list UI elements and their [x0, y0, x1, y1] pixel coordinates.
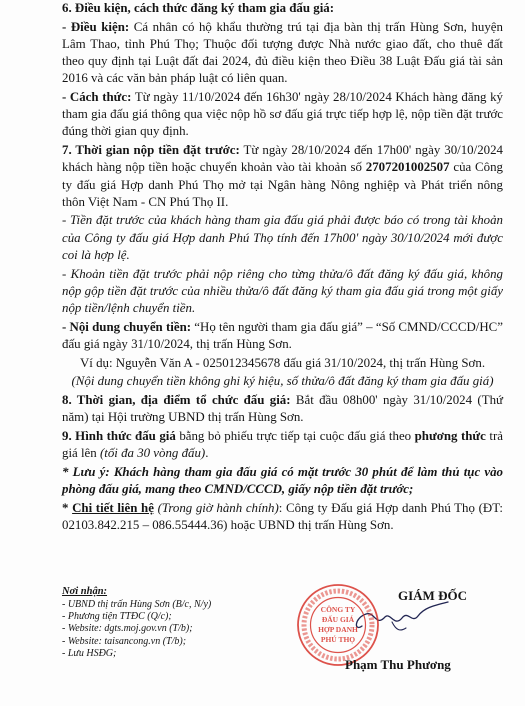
section-9-text-2: trả giá lên	[62, 428, 503, 461]
contact-text: : Công ty Đấu giá Hợp danh Phú Thọ (ĐT: 02103.842.215 – 086.55444.36) hoặc UBND thị trấn Hùng Sơn.	[62, 500, 504, 532]
section-9-text-1: bằng bỏ phiếu trực tiếp tại cuộc đấu giá theo	[175, 428, 415, 443]
recipient-item: - Website: taisancong.vn (T/b);	[62, 635, 187, 647]
section-6-condition	[62, 19, 503, 88]
stamp-line: ĐẤU GIÁ	[321, 615, 355, 624]
section-9-end: .	[205, 446, 209, 461]
deposit-time-text: Từ ngày 28/10/2024 đến 17h00' ngày 30/10/2024 khách hàng nộp tiền hoặc chuyển khoản vào tài khoản số	[62, 143, 503, 175]
section-8-text: Bắt đầu 08h00' ngày 31/10/2024 (Thứ năm) tại Hội trường UBND thị trấn Hùng Sơn.	[62, 392, 504, 425]
recipient-item: - UBND thị trấn Hùng Sơn (B/c, N/y)	[62, 599, 212, 610]
section-8-time-place	[62, 392, 503, 426]
notice-body	[62, 0, 503, 536]
condition-text: Cá nhân có hộ khẩu thường trú tại địa bàn thị trấn Hùng Sơn, huyện Lâm Thao, tỉnh Phú Thọ; Thuộc đối tượng được Nhà nước giao đất, cho thuê đất theo quy định tại Luật đất đai 2024, đủ điều kiện theo Điều 38 Luật Đấu giá tài sản 2016 và các văn bản pháp luật có liên quan.	[62, 19, 503, 86]
signatory-title: GIÁM ĐỐC	[398, 588, 467, 603]
transfer-example: Ví dụ: Nguyễn Văn A - 025012345678 đấu giá 31/10/2024, thị trấn Hùng Sơn.	[79, 355, 486, 370]
recipient-item: - Lưu HSĐG;	[62, 647, 117, 659]
bank-text: của Công ty đấu giá Hợp danh Phú Thọ mở tại Ngân hàng Nông nghiệp và Phát triển nông thôn Việt Nam - CN Phú Thọ II.	[62, 160, 503, 209]
method-label: - Cách thức:	[62, 90, 132, 105]
condition-label: - Điều kiện:	[62, 19, 130, 34]
section-9-rounds: (tối đa 30 vòng đấu)	[99, 446, 206, 461]
section-9-form	[62, 428, 503, 462]
account-number: 2707201002507	[365, 160, 450, 175]
section-7-deposit-time	[62, 142, 503, 211]
contact-details	[62, 500, 503, 534]
section-9-method: phương thức	[414, 428, 486, 443]
attention-label: * Lưu ý:	[62, 464, 110, 479]
transfer-remark: (Nội dung chuyển tiền không ghi ký hiệu, số thửa/ô đất đăng ký tham gia đấu giá)	[71, 374, 494, 389]
contact-bullet: *	[62, 500, 73, 515]
recipient-item: - Phương tiện TTĐC (Q/c);	[62, 611, 172, 623]
stamp-line: CÔNG TY	[320, 605, 356, 614]
method-text: Từ ngày 11/10/2024 đến 16h30' ngày 28/10/2024 Khách hàng đăng ký tham gia đấu giá thông qua việc nộp hồ sơ đấu giá trực tiếp hợp lệ, nộp tiền đặt trước đúng thời gian quy định.	[62, 90, 503, 139]
section-7-label: 7. Thời gian nộp tiền đặt trước:	[62, 143, 240, 158]
transfer-text: “Họ tên người tham gia đấu giá” – “Số CMND/CCCD/HC” đấu giá ngày 31/10/2024, thị trấn Hùng Sơn.	[62, 319, 503, 351]
attention-note	[62, 464, 503, 498]
section-6-heading: 6. Điều kiện, cách thức đăng ký tham gia đấu giá:	[62, 1, 335, 15]
recipients-block	[62, 585, 211, 660]
contact-hours: (Trong giờ hành chính)	[153, 500, 279, 515]
signatory-name: Phạm Thu Phương	[345, 657, 451, 672]
stamp-line: PHÚ THỌ	[320, 635, 356, 644]
section-6-method	[62, 89, 503, 141]
stamp-line: HỢP DANH	[318, 625, 358, 634]
deposit-note: - Tiền đặt trước của khách hàng tham gia đấu giá phải được báo có trong tài khoản của Công ty đấu giá Hợp danh Phú Thọ tính đến 17h00' ngày 30/10/2024 mới được coi là hợp lệ.	[62, 213, 503, 262]
recipient-item: - Website: dgts.moj.gov.vn (T/b);	[62, 623, 193, 635]
section-8-label: 8. Thời gian, địa điểm tổ chức đấu giá:	[62, 392, 291, 407]
section-9-label: 9. Hình thức đấu giá	[62, 428, 176, 443]
attention-text: Khách hàng tham gia đấu giá có mặt trước 30 phút để làm thủ tục vào phòng đấu giá, mang theo CMND/CCCD, giấy nộp tiền đặt trước;	[62, 464, 504, 496]
separate-deposit-note: - Khoản tiền đặt trước phải nộp riêng cho từng thửa/ô đất đăng ký đấu giá, không nộp gộp tiền đặt trước của nhiều thửa/ô đất đăng ký tham gia đấu giá trong một giấy nộp tiền/lệnh chuyển tiền.	[62, 266, 503, 315]
transfer-label: - Nội dung chuyển tiền:	[62, 319, 192, 334]
recipients-title: Nơi nhận:	[62, 586, 108, 597]
transfer-content	[62, 319, 503, 353]
contact-label: Chi tiết liên hệ	[72, 500, 154, 515]
